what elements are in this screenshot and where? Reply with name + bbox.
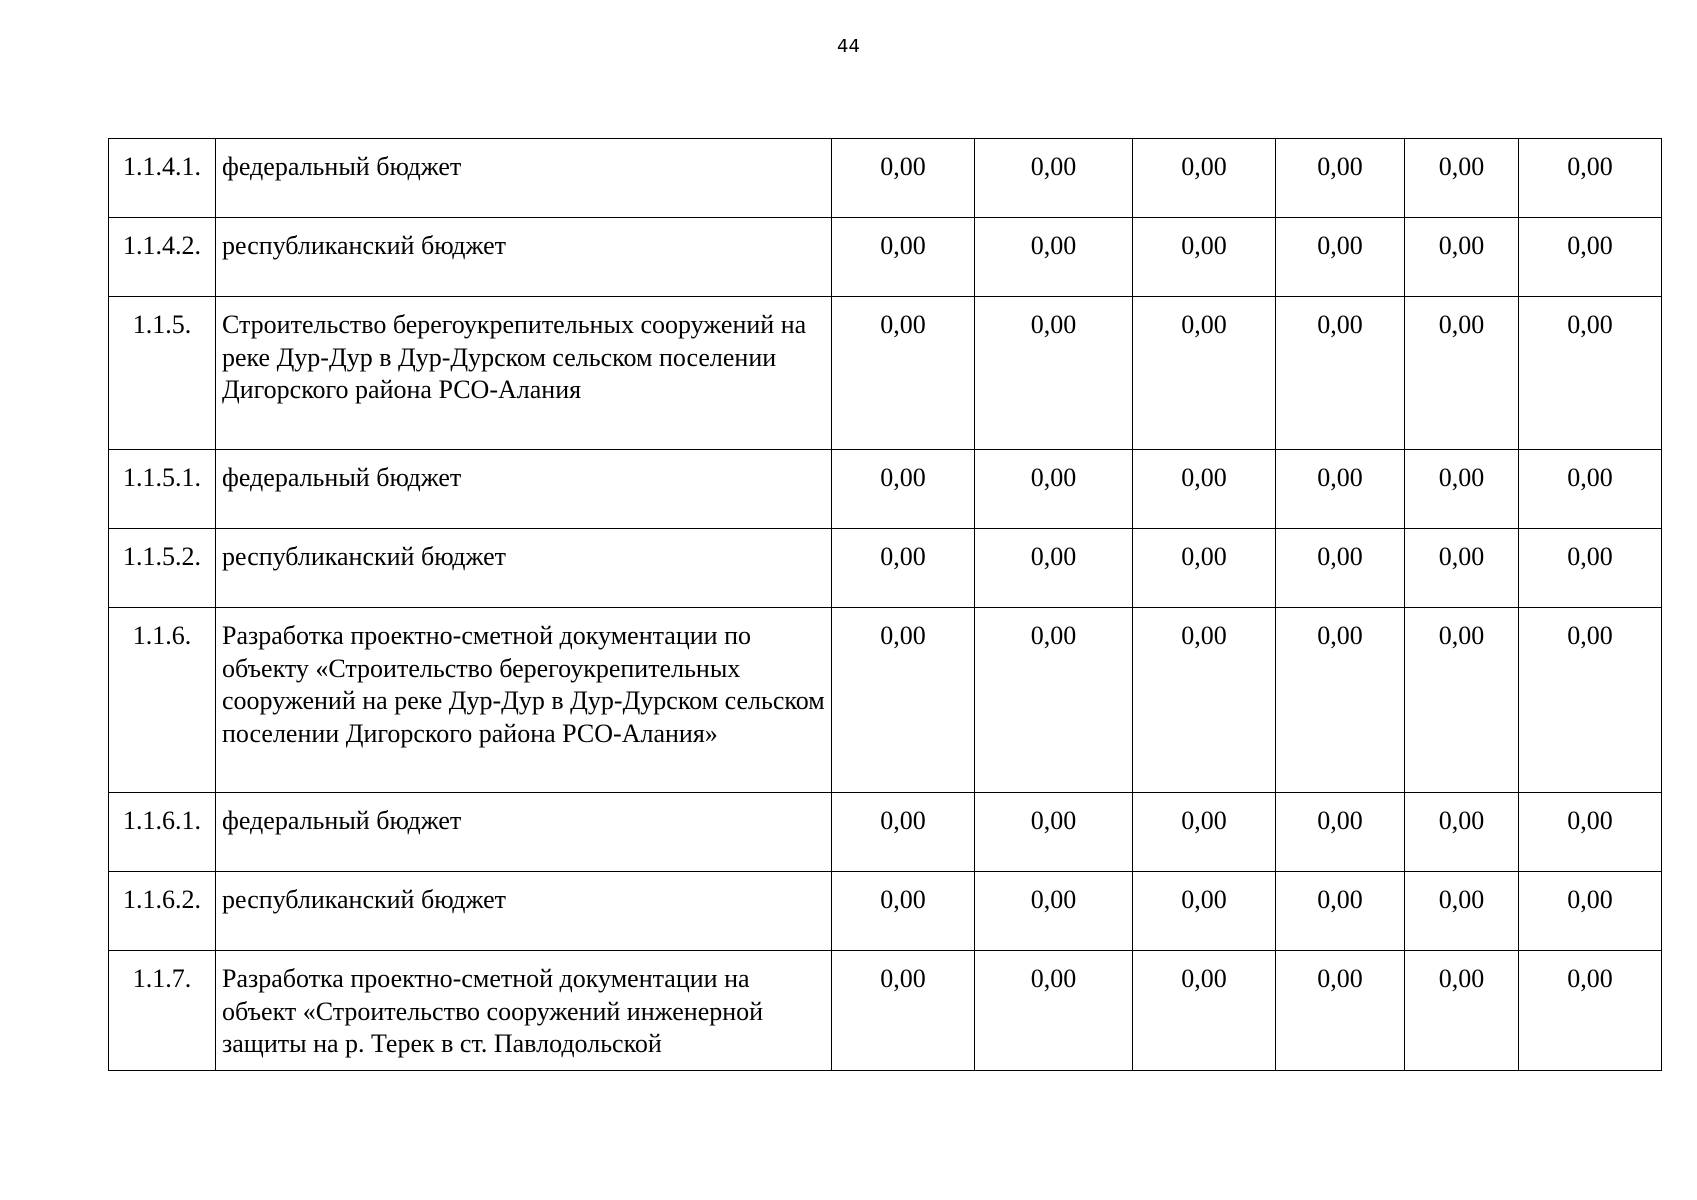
value-cell: 0,00 <box>832 793 975 872</box>
row-code: 1.1.5.1. <box>109 450 216 529</box>
value-cell: 0,00 <box>1133 872 1276 951</box>
value-cell: 0,00 <box>1133 218 1276 297</box>
row-code: 1.1.6.2. <box>109 872 216 951</box>
row-name: Строительство берегоукрепительных сооружений на реке Дур-Дур в Дур-Дурском сельском поселении Дигорского района РСО-Алания <box>216 297 832 450</box>
value-cell: 0,00 <box>975 218 1133 297</box>
row-code: 1.1.4.2. <box>109 218 216 297</box>
value-cell: 0,00 <box>1276 951 1405 1071</box>
table-row <box>109 529 1662 608</box>
row-name: федеральный бюджет <box>216 139 832 218</box>
row-name: Разработка проектно-сметной документации на объект «Строительство сооружений инженерной защиты на р. Терек в ст. Павлодольской <box>216 951 832 1071</box>
row-name: республиканский бюджет <box>216 872 832 951</box>
value-cell: 0,00 <box>1276 529 1405 608</box>
row-code: 1.1.4.1. <box>109 139 216 218</box>
value-cell: 0,00 <box>832 218 975 297</box>
value-cell: 0,00 <box>1276 139 1405 218</box>
value-cell: 0,00 <box>1133 139 1276 218</box>
value-cell: 0,00 <box>832 139 975 218</box>
row-code: 1.1.7. <box>109 951 216 1071</box>
row-name: федеральный бюджет <box>216 450 832 529</box>
value-cell: 0,00 <box>1405 951 1519 1071</box>
value-cell: 0,00 <box>1405 450 1519 529</box>
value-cell: 0,00 <box>1133 297 1276 450</box>
table-row <box>109 793 1662 872</box>
value-cell: 0,00 <box>1133 608 1276 793</box>
value-cell: 0,00 <box>975 951 1133 1071</box>
table-row <box>109 139 1662 218</box>
value-cell: 0,00 <box>832 529 975 608</box>
value-cell: 0,00 <box>1276 872 1405 951</box>
value-cell: 0,00 <box>832 450 975 529</box>
value-cell: 0,00 <box>1519 872 1662 951</box>
table-row <box>109 951 1662 1071</box>
row-name: республиканский бюджет <box>216 218 832 297</box>
value-cell: 0,00 <box>975 139 1133 218</box>
value-cell: 0,00 <box>1519 297 1662 450</box>
value-cell: 0,00 <box>1405 529 1519 608</box>
row-code: 1.1.6. <box>109 608 216 793</box>
value-cell: 0,00 <box>1133 529 1276 608</box>
table-row <box>109 872 1662 951</box>
value-cell: 0,00 <box>1133 793 1276 872</box>
row-code: 1.1.5. <box>109 297 216 450</box>
row-name: федеральный бюджет <box>216 793 832 872</box>
value-cell: 0,00 <box>1405 218 1519 297</box>
value-cell: 0,00 <box>1133 951 1276 1071</box>
page-number: 44 <box>837 36 860 57</box>
row-name: Разработка проектно-сметной документации по объекту «Строительство берегоукрепительных сооружений на реке Дур-Дур в Дур-Дурском сельском поселении Дигорского района РСО-Алания» <box>216 608 832 793</box>
value-cell: 0,00 <box>1519 951 1662 1071</box>
value-cell: 0,00 <box>1405 608 1519 793</box>
value-cell: 0,00 <box>832 608 975 793</box>
value-cell: 0,00 <box>1276 450 1405 529</box>
value-cell: 0,00 <box>1519 139 1662 218</box>
value-cell: 0,00 <box>1276 608 1405 793</box>
budget-table <box>108 138 1662 1071</box>
value-cell: 0,00 <box>1519 218 1662 297</box>
value-cell: 0,00 <box>832 872 975 951</box>
value-cell: 0,00 <box>975 450 1133 529</box>
value-cell: 0,00 <box>1405 793 1519 872</box>
value-cell: 0,00 <box>1519 793 1662 872</box>
value-cell: 0,00 <box>1405 297 1519 450</box>
table-row <box>109 608 1662 793</box>
table-row <box>109 218 1662 297</box>
value-cell: 0,00 <box>975 872 1133 951</box>
row-code: 1.1.5.2. <box>109 529 216 608</box>
table-row <box>109 450 1662 529</box>
value-cell: 0,00 <box>1133 450 1276 529</box>
row-name: республиканский бюджет <box>216 529 832 608</box>
value-cell: 0,00 <box>1519 529 1662 608</box>
row-code: 1.1.6.1. <box>109 793 216 872</box>
value-cell: 0,00 <box>975 608 1133 793</box>
value-cell: 0,00 <box>1276 297 1405 450</box>
value-cell: 0,00 <box>1405 872 1519 951</box>
value-cell: 0,00 <box>1519 608 1662 793</box>
value-cell: 0,00 <box>1405 139 1519 218</box>
value-cell: 0,00 <box>975 793 1133 872</box>
value-cell: 0,00 <box>975 297 1133 450</box>
value-cell: 0,00 <box>832 951 975 1071</box>
value-cell: 0,00 <box>1276 218 1405 297</box>
value-cell: 0,00 <box>1276 793 1405 872</box>
value-cell: 0,00 <box>975 529 1133 608</box>
value-cell: 0,00 <box>1519 450 1662 529</box>
value-cell: 0,00 <box>832 297 975 450</box>
table-row <box>109 297 1662 450</box>
